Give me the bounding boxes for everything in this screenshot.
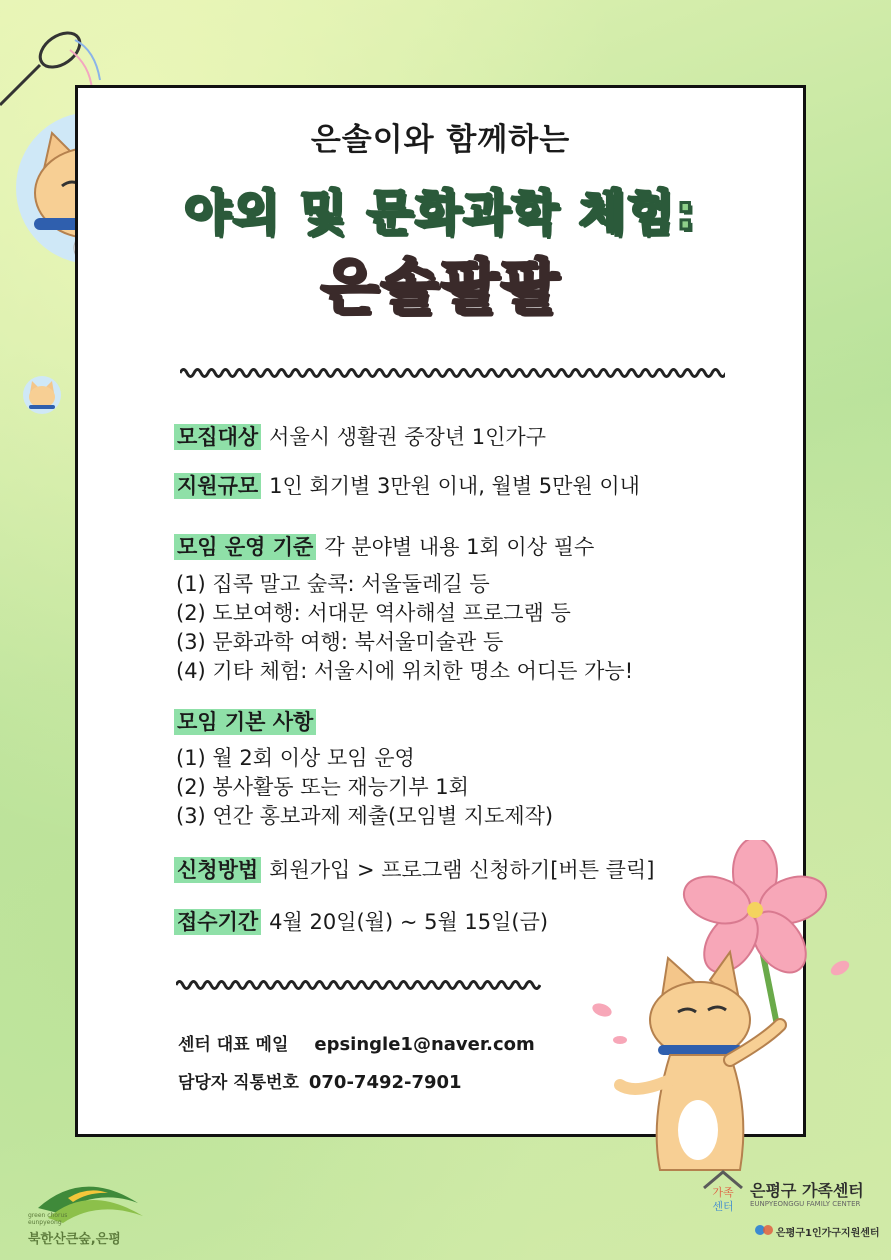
bukhansan-logo <box>28 1168 148 1247</box>
logo-small-text: green chorus eunpyeong <box>28 1212 68 1226</box>
basics-list <box>176 744 553 831</box>
phone-label: 담당자 직통번호 <box>178 1073 299 1093</box>
basics-label: 모임 기본 사항 <box>174 709 316 735</box>
recruit-label: 모집대상 <box>174 424 261 450</box>
period-label: 접수기간 <box>174 909 261 935</box>
list-item: (3) 문화과학 여행: 북서울미술관 등 <box>176 630 504 654</box>
basics-row <box>174 706 324 736</box>
petal-icon <box>613 1036 627 1044</box>
recruit-row <box>174 421 546 451</box>
criteria-row <box>174 531 594 561</box>
badge-top: 가족 <box>712 1186 734 1199</box>
single-household-icon <box>754 1222 774 1238</box>
family-center-name: 은평구 가족센터 <box>750 1181 864 1200</box>
list-item: (1) 월 2회 이상 모임 운영 <box>176 746 415 770</box>
family-center-logo-icon <box>700 1168 746 1214</box>
list-item: (4) 기타 체험: 서울시에 위치한 명소 어디든 가능! <box>176 659 634 683</box>
phone-value[interactable]: 070-7492-7901 <box>308 1072 462 1093</box>
criteria-list <box>176 570 633 686</box>
criteria-label: 모임 운영 기준 <box>174 534 316 560</box>
support-label: 지원규모 <box>174 473 261 499</box>
family-center-sub: EUNPYEONGGU FAMILY CENTER <box>750 1200 861 1208</box>
email-value[interactable]: epsingle1@naver.com <box>314 1034 535 1055</box>
list-item: (2) 도보여행: 서대문 역사해설 프로그램 등 <box>176 601 571 625</box>
flower-icon <box>580 840 880 1190</box>
email-row <box>178 1030 535 1055</box>
poster-title: 야외 및 문화과학 체험: <box>184 185 697 241</box>
wavy-divider <box>176 978 541 992</box>
petal-icon <box>591 1001 614 1019</box>
list-item: (2) 봉사활동 또는 재능기부 1회 <box>176 775 469 799</box>
period-value: 4월 20일(월) ~ 5월 15일(금) <box>269 910 549 934</box>
title-char-3: 팔팔 <box>440 253 561 323</box>
badge-bottom: 센터 <box>712 1200 734 1213</box>
support-row <box>174 470 640 500</box>
recruit-value: 서울시 생활권 중장년 1인가구 <box>269 425 546 449</box>
logo-text: 북한산큰숲,은평 <box>28 1232 121 1247</box>
poster-subtitle: 은솔이와 함께하는 <box>310 122 571 158</box>
list-item: (3) 연간 홍보과제 제출(모임별 지도제작) <box>176 804 554 828</box>
title-char-2: 솔 <box>380 253 441 323</box>
email-label: 센터 대표 메일 <box>178 1035 289 1055</box>
title-char-1: 은 <box>320 253 381 323</box>
apply-value: 회원가입 > 프로그램 신청하기[버튼 클릭] <box>269 858 655 882</box>
apply-label: 신청방법 <box>174 857 261 883</box>
support-value: 1인 회기별 3만원 이내, 월별 5만원 이내 <box>269 474 640 498</box>
phone-row <box>178 1068 462 1093</box>
criteria-value: 각 분야별 내용 1회 이상 필수 <box>324 535 595 559</box>
period-row <box>174 906 548 936</box>
cat-mascot-icon <box>22 375 62 415</box>
petal-icon <box>828 958 851 978</box>
single-household-center-name: 은평구1인가구지원센터 <box>776 1228 880 1239</box>
list-item: (1) 집콕 말고 숲콕: 서울둘레길 등 <box>176 572 490 596</box>
wavy-divider <box>180 366 725 380</box>
poster-title-program <box>78 240 803 326</box>
